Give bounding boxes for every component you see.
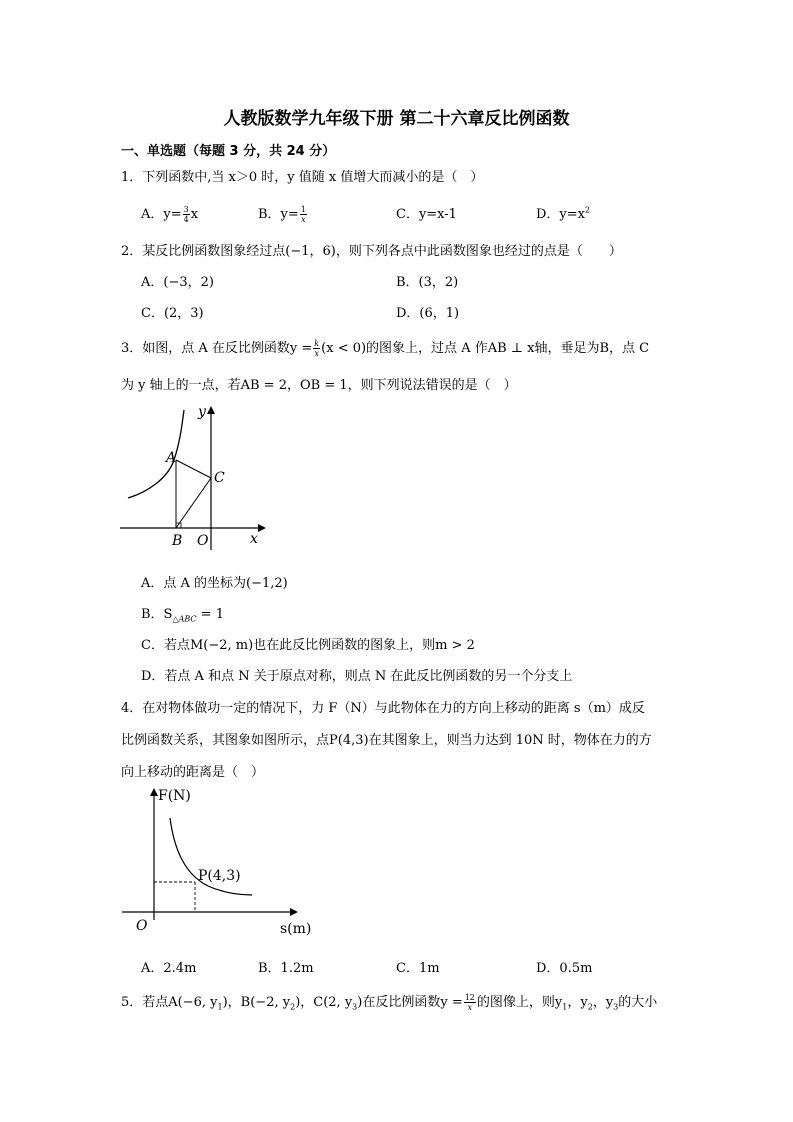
- q3-option-a[interactable]: A．点 A 的坐标为(−1,2): [141, 576, 288, 591]
- q4-stem-line1: 4．在对物体做功一定的情况下，力 F（N）与此物体在力的方向上移动的距离 s（m）成反: [121, 701, 645, 716]
- q4-fig-point-label: P(4,3): [198, 868, 241, 884]
- q1-stem: 1．下列函数中,当 x＞0 时，y 值随 x 值增大而减小的是（ ）: [121, 170, 484, 185]
- q4-fig-y-label: F(N): [158, 788, 191, 804]
- q3-stem-line1: 3．如图，点 A 在反比例函数y = $\frac{k}{x}$ (x < 0)的图象上，过点 A 作AB ⊥ x轴，垂足为B，点 C: [121, 339, 650, 358]
- q3-fig-y-label: y: [198, 404, 206, 420]
- q1-option-d[interactable]: [536, 203, 590, 222]
- q4-option-b[interactable]: B．1.2m: [258, 961, 314, 976]
- section-heading: 一、单选题（每题 3 分，共 24 分）: [121, 144, 336, 159]
- q1-option-d-exponent: 2: [585, 205, 591, 215]
- q1-option-a-fraction: $\frac{3}{4}$: [183, 205, 189, 224]
- q3-stem-line2: 为 y 轴上的一点，若AB = 2，OB = 1，则下列说法错误的是（ ）: [121, 378, 517, 393]
- q3-fig-a-label: A: [166, 450, 177, 466]
- q3-option-d[interactable]: D．若点 A 和点 N 关于原点对称，则点 N 在此反比例函数的另一个分支上: [141, 669, 573, 684]
- q1-option-b[interactable]: [258, 203, 308, 224]
- q4-figure: [118, 782, 318, 942]
- q4-fig-o-label: O: [136, 918, 148, 934]
- q3-option-b[interactable]: B．$S_{\triangle ABC} = 1$: [141, 607, 224, 624]
- q3-fig-b-label: B: [172, 533, 183, 549]
- q3-option-c[interactable]: C．若点M(−2, m)也在此反比例函数的图象上，则m > 2: [141, 638, 475, 653]
- q3-fig-c-label: C: [214, 470, 225, 486]
- q5-stem-line1: 5．若点A(−6, $y_1$)，B(−2, $y_2$)，C(2, $y_3$)在反比例函数y = $\frac{12}{x}$ 的图像上，则$y_1$，$y_2$，$y_3$的大小: [121, 993, 658, 1012]
- q1-option-b-prefix: B．y=: [258, 207, 299, 222]
- q3-fig-x-label: x: [250, 531, 258, 547]
- q4-stem-line3: 向上移动的距离是（ ）: [121, 765, 265, 780]
- q4-option-a[interactable]: A．2.4m: [141, 961, 197, 976]
- q2-option-d[interactable]: D．(6，1): [396, 306, 460, 321]
- q2-stem: 2．某反比例函数图象经过点(−1，6)，则下列各点中此函数图象也经过的点是（ ）: [121, 244, 622, 259]
- q4-option-c[interactable]: C．1m: [396, 961, 440, 976]
- q3-fig-o-label: O: [197, 533, 209, 549]
- q1-option-a-suffix: x: [190, 207, 199, 222]
- q1-option-c[interactable]: C．y=x-1: [396, 207, 457, 222]
- q1-option-a[interactable]: [141, 203, 198, 224]
- q1-option-d-prefix: D．y=x: [536, 207, 585, 222]
- q3-figure: [118, 400, 268, 555]
- q1-option-a-prefix: A．y=: [141, 207, 182, 222]
- page-title: 人教版数学九年级下册 第二十六章反比例函数: [223, 109, 570, 129]
- q4-stem-line2: 比例函数关系，其图象如图所示，点P(4,3)在其图象上，则当力达到 10N 时，物体在力的方: [121, 733, 652, 748]
- q4-option-d[interactable]: D．0.5m: [536, 961, 593, 976]
- q4-fig-x-label: s(m): [280, 921, 312, 937]
- q2-option-c[interactable]: C．(2，3): [141, 306, 204, 321]
- q1-option-b-fraction: $\frac{1}{x}$: [300, 205, 306, 224]
- q2-option-a[interactable]: A．(−3，2): [141, 275, 214, 290]
- q2-option-b[interactable]: B．(3，2): [396, 275, 459, 290]
